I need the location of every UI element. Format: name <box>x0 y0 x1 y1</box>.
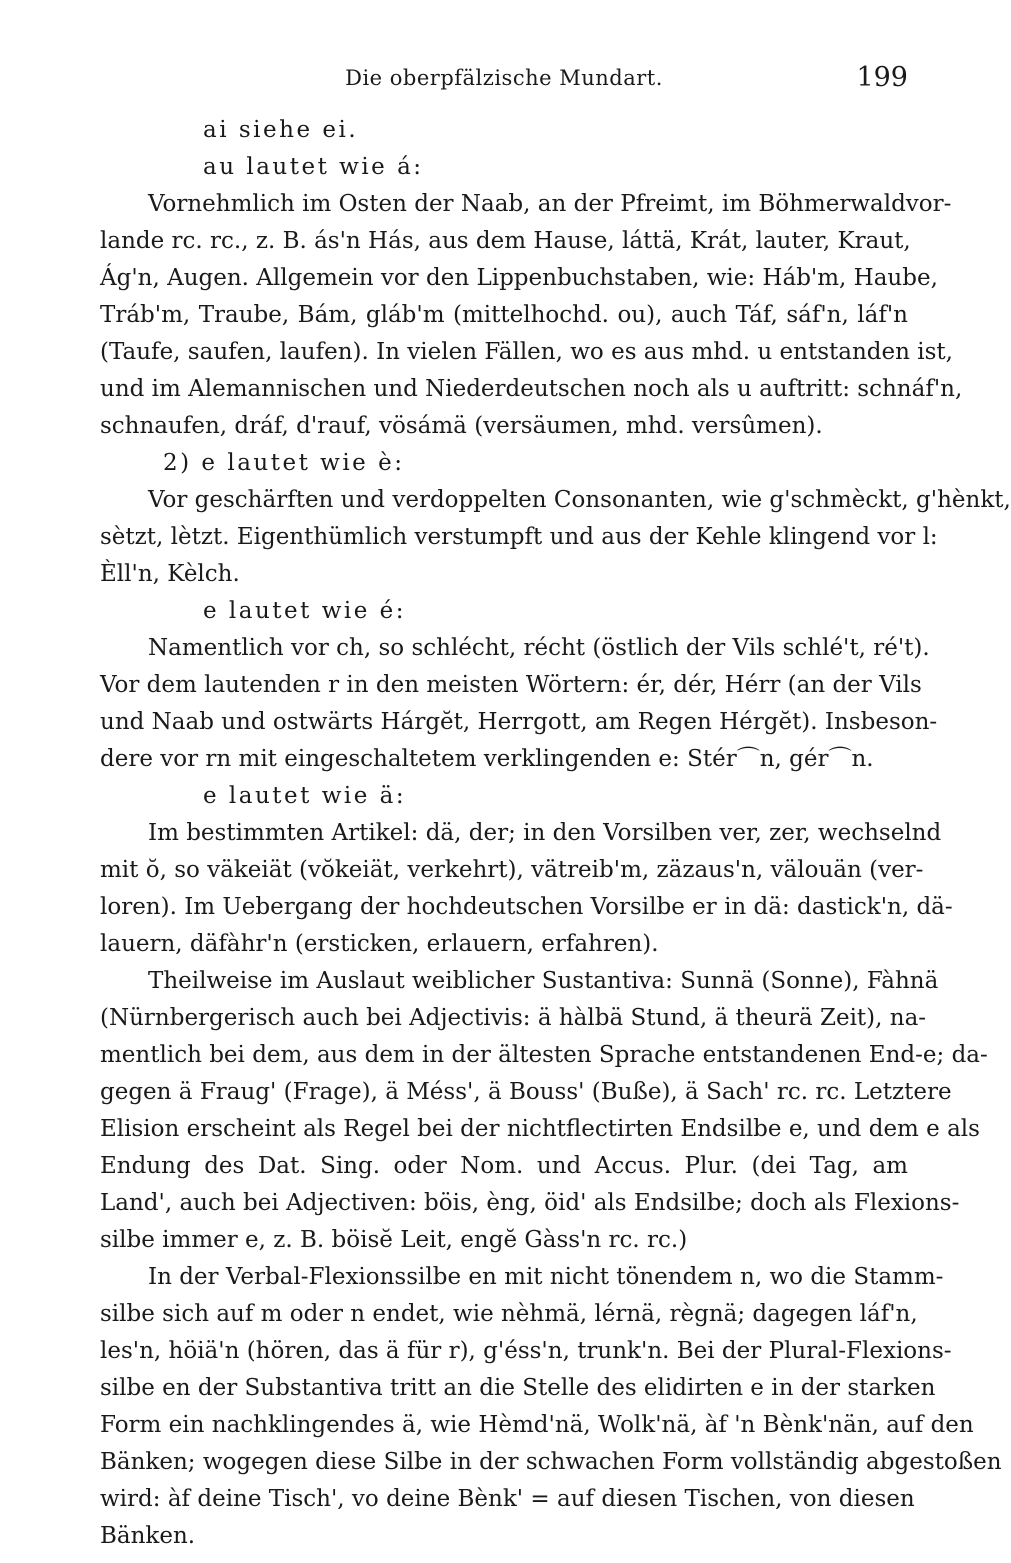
text-line: Vornehmlich im Osten der Naab, an der Pfreimt, im Böhmerwaldvor- <box>148 191 952 217</box>
text-line: Vor dem lautenden r in den meisten Wörtern: ér, dér, Hérr (an der Vils <box>100 672 922 698</box>
text-line: les'n, höiä'n (hören, das ä für r), g'éss'n, trunk'n. Bei der Plural-Flexions- <box>100 1338 952 1364</box>
text-line: Namentlich vor ch, so schlécht, récht (östlich der Vils schlé't, ré't). <box>148 635 930 661</box>
page-header <box>100 62 908 98</box>
text-line: mit ŏ, so väkeiät (vŏkeiät, verkehrt), vätreib'm, zäzaus'n, välouän (ver- <box>100 857 924 883</box>
page-number: 199 <box>856 62 908 93</box>
text-line: In der Verbal-Flexionssilbe en mit nicht tönendem n, wo die Stamm- <box>148 1264 944 1290</box>
section-heading-ai: ai siehe ei. <box>203 117 359 143</box>
text-line: Tráb'm, Traube, Bám, gláb'm (mittelhochd. ou), auch Táf, sáf'n, láf'n <box>100 302 908 328</box>
section-heading-au: au lautet wie á: <box>203 154 424 180</box>
text-line: und im Alemannischen und Niederdeutschen noch als u auftritt: schnáf'n, <box>100 376 963 402</box>
text-line: Endung des Dat. Sing. oder Nom. und Accus. Plur. (dei Tag, am <box>100 1153 908 1179</box>
text-line: mentlich bei dem, aus dem in der ältesten Sprache entstandenen End-e; da- <box>100 1042 988 1068</box>
section-heading-e-acute: e lautet wie é: <box>203 598 407 624</box>
text-line: Bänken; wogegen diese Silbe in der schwachen Form vollständig abgestoßen <box>100 1449 1002 1475</box>
section-heading-e-ae: e lautet wie ä: <box>203 783 407 809</box>
running-title: Die oberpfälzische Mundart. <box>345 66 663 90</box>
text-line: Im bestimmten Artikel: dä, der; in den Vorsilben ver, zer, wechselnd <box>148 820 942 846</box>
text-line: (Nürnbergerisch auch bei Adjectivis: ä hàlbä Stund, ä theurä Zeit), na- <box>100 1005 927 1031</box>
text-line: schnaufen, dráf, d'rauf, vösámä (versäumen, mhd. versûmen). <box>100 413 823 439</box>
text-line: silbe immer e, z. B. böisĕ Leit, engĕ Gàss'n rc. rc.) <box>100 1227 688 1253</box>
text-line: loren). Im Uebergang der hochdeutschen Vorsilbe er in dä: dastick'n, dä- <box>100 894 953 920</box>
text-line: Bänken. <box>100 1523 196 1549</box>
text-line: dere vor rn mit eingeschaltetem verklingenden e: Stér⌒n, gér⌒n. <box>100 746 874 772</box>
text-line: gegen ä Fraug' (Frage), ä Méss', ä Bouss' (Buße), ä Sach' rc. rc. Letztere <box>100 1079 952 1105</box>
text-line: Ág'n, Augen. Allgemein vor den Lippenbuchstaben, wie: Háb'm, Haube, <box>100 265 938 291</box>
text-line: Land', auch bei Adjectiven: böis, èng, öid' als Endsilbe; doch als Flexions- <box>100 1190 960 1216</box>
text-line: Vor geschärften und verdoppelten Consonanten, wie g'schmèckt, g'hènkt, <box>148 487 1011 513</box>
text-line: sètzt, lètzt. Eigenthümlich verstumpft und aus der Kehle klingend vor l: <box>100 524 938 550</box>
text-line: lauern, däfàhr'n (ersticken, erlauern, erfahren). <box>100 931 659 957</box>
text-line: Èll'n, Kèlch. <box>100 561 240 587</box>
text-line: Elision erscheint als Regel bei der nichtflectirten Endsilbe e, und dem e als <box>100 1116 980 1142</box>
text-line: (Taufe, saufen, laufen). In vielen Fällen, wo es aus mhd. u entstanden ist, <box>100 339 953 365</box>
page-body <box>100 112 1011 1555</box>
text-line: wird: àf deine Tisch', vo deine Bènk' = auf diesen Tischen, von diesen <box>100 1486 915 1512</box>
text-line: silbe en der Substantiva tritt an die Stelle des elidirten e in der starken <box>100 1375 936 1401</box>
text-line: Form ein nachklingendes ä, wie Hèmd'nä, Wolk'nä, àf 'n Bènk'nän, auf den <box>100 1412 974 1438</box>
section-heading-e-grave: 2) e lautet wie è: <box>163 450 405 476</box>
text-line: Theilweise im Auslaut weiblicher Sustantiva: Sunnä (Sonne), Fàhnä <box>148 968 939 994</box>
text-line: lande rc. rc., z. B. ás'n Hás, aus dem Hause, láttä, Krát, lauter, Kraut, <box>100 228 911 254</box>
text-line: und Naab und ostwärts Hárgĕt, Herrgott, am Regen Hérgĕt). Insbeson- <box>100 709 938 735</box>
text-line: silbe sich auf m oder n endet, wie nèhmä, lérnä, règnä; dagegen láf'n, <box>100 1301 918 1327</box>
